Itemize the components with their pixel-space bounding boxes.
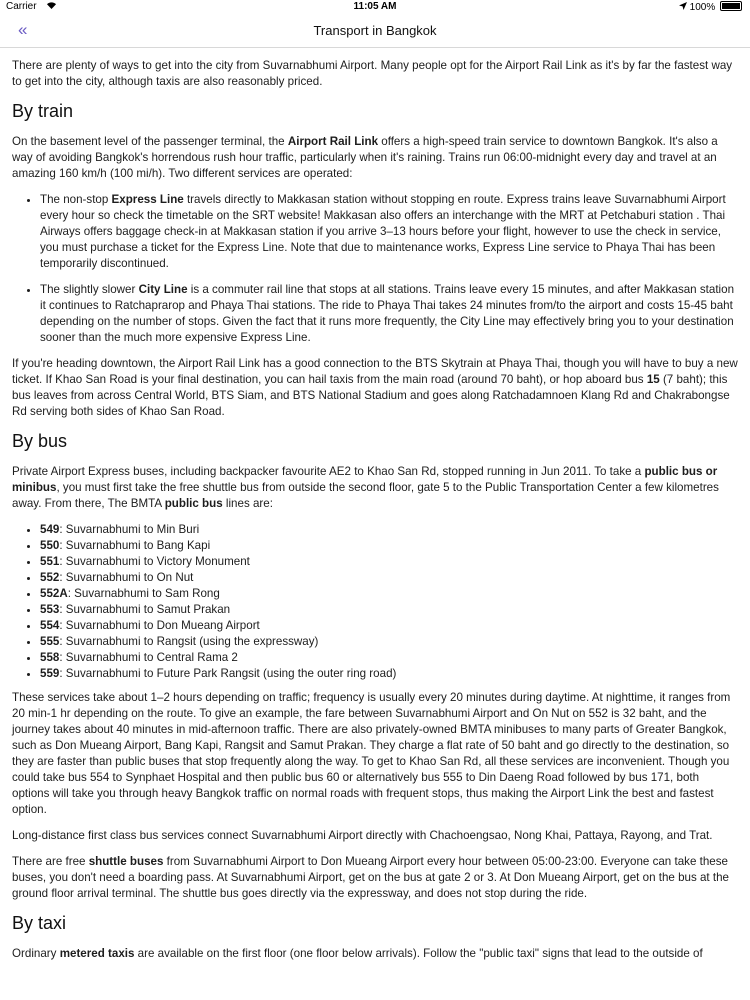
intro-paragraph: There are plenty of ways to get into the city from Suvarnabhumi Airport. Many people opt for the Airport Rail Link as it's by far the fastest way to get into the city, although taxis are also reasonably priced.: [12, 59, 733, 88]
train-paragraph: On the basement level of the passenger terminal, the Airport Rail Link offers a high-speed train service to downtown Bangkok. It's also a way of avoiding Bangkok's horrendous rush hour traffic, particularly when it's raining. Trains run 06:00-midnight every day and travel at an amazing 160 km/h (100 mi/h). Two different services are operated:: [12, 135, 718, 180]
article-content[interactable]: [12, 58, 738, 972]
list-item: • 554: Suvarnabhumi to Don Mueang Airport: [40, 618, 738, 634]
long-distance-paragraph: Long-distance first class bus services connect Suvarnabhumi Airport directly with Chachoengsao, Nong Khai, Pattaya, Rayong, and Trat.: [12, 829, 713, 842]
battery-icon: [720, 1, 742, 11]
list-item: • 558: Suvarnabhumi to Central Rama 2: [40, 650, 738, 666]
section-heading-train: By train: [12, 101, 74, 121]
bus-paragraph: Private Airport Express buses, including backpacker favourite AE2 to Khao San Rd, stopped running in Jun 2011. To take a public bus or minibus, you must first take the free shuttle bus from outside the second floor, gate 5 to the Public Transportation Center a few kilometres away. From there, The BMTA public bus lines are:: [12, 465, 719, 510]
bus-services-paragraph: These services take about 1–2 hours depending on traffic; frequency is usually every 20 minutes during daytime. At nighttime, it ranges from 20 min-1 hr depending on the route. To give an example, the fare between Suvarnabhumi Airport and On Nut on 552 is 32 baht, and the journey takes about 40 minutes in mid-afternoon traffic. There are also privately-owned BMTA minibuses to many parts of Greater Bangkok, such as Don Mueang Airport, Bang Kapi, Rangsit and Samut Prakan. They charge a flat rate of 50 baht and go directly to the destination, so they are faster than public buses that stop frequently along the way. To get to Khao San Rd, all these services are inconvenient. Though you could take bus 554 to Synphaet Hospital and then public bus 60 or alternatively bus 555 to Din Daeng Road followed by bus 171, both options will take you through heavy Bangkok traffic on normal roads with frequent stops, thus making the Airport Link the best and fastest option.: [12, 691, 731, 816]
navigation-bar: [0, 14, 750, 48]
status-right: [679, 1, 742, 13]
section-heading-bus: By bus: [12, 431, 68, 451]
carrier-label: Carrier: [6, 1, 37, 12]
page-title: Transport in Bangkok: [313, 23, 437, 38]
taxi-paragraph: Ordinary metered taxis are available on the first floor (one floor below arrivals). Follow the "public taxi" signs that lead to the outside of: [12, 947, 703, 960]
back-button[interactable]: «: [18, 20, 28, 39]
location-arrow-icon: [679, 2, 690, 13]
train-downtown-paragraph: If you're heading downtown, the Airport Rail Link has a good connection to the BTS Skytrain at Phaya Thai, though you will have to buy a new ticket. If Khao San Road is your final destination, you can hail taxis from the main road (around 70 baht), or hop aboard bus 15 (7 baht); this bus leaves from across Central World, BTS Siam, and BTS National Stadium and goes along Ratchadamnoen Klang Rd and Chakrabongse Rd serving both sides of Khao San Road.: [12, 357, 738, 418]
clock: 11:05 AM: [353, 1, 397, 12]
list-item: • 550: Suvarnabhumi to Bang Kapi: [40, 538, 738, 554]
section-heading-taxi: By taxi: [12, 913, 67, 933]
battery-percent: 100%: [689, 2, 716, 13]
list-item: • 551: Suvarnabhumi to Victory Monument: [40, 554, 738, 570]
list-item: • 552: Suvarnabhumi to On Nut: [40, 570, 738, 586]
list-item: • 549: Suvarnabhumi to Min Buri: [40, 522, 738, 538]
shuttle-paragraph: There are free shuttle buses from Suvarnabhumi Airport to Don Mueang Airport every hour between 05:00-23:00. Everyone can take these buses, you don't need a boarding pass. At Suvarnabhumi Airport, get on the bus at gate 2 or 3. At Don Mueang Airport, get on the bus at the ground floor arrival terminal. The shuttle bus goes directly via the expressway, and does not stop during the ride.: [12, 855, 729, 900]
status-bar: [0, 0, 750, 14]
train-services-list: [12, 192, 738, 346]
list-item: • 552A: Suvarnabhumi to Sam Rong: [40, 586, 738, 602]
list-item-city-line: • The slightly slower City Line is a commuter rail line that stops at all stations. Trains leave every 15 minutes, and after Makkasan station it continues to Ratchaprarop and Phaya Thai stations. The ride to Phaya Thai takes 24 minutes from/to the airport and costs 15-45 baht depending on the number of stops. Given the fact that it runs more frequently, the City Line may effectively bring you to your destination sooner than the much more expensive Express Line.: [40, 282, 738, 346]
list-item: • 555: Suvarnabhumi to Rangsit (using the expressway): [40, 634, 738, 650]
airport-rail-link-text: Airport Rail Link: [287, 135, 379, 148]
list-item: • 553: Suvarnabhumi to Samut Prakan: [40, 602, 738, 618]
list-item-express-line: • The non-stop Express Line travels directly to Makkasan station without stopping en route. Express trains leave Suvarnabhumi Airport every hour so check the timetable on the SRT website! Makkasan also offers an interchange with the MRT at Petchaburi station . Thai Airways offers baggage check-in at Makkasan station if you arrive 3–13 hours before your flight, however to use the check in service, you must purchase a ticket for the Express Line. Note that due to maintenance works, Express Line service to Phaya Thai has been temporarily discontinued.: [40, 192, 738, 272]
bus-routes-list: [12, 522, 738, 682]
list-item: • 559: Suvarnabhumi to Future Park Rangsit (using the outer ring road): [40, 666, 738, 682]
